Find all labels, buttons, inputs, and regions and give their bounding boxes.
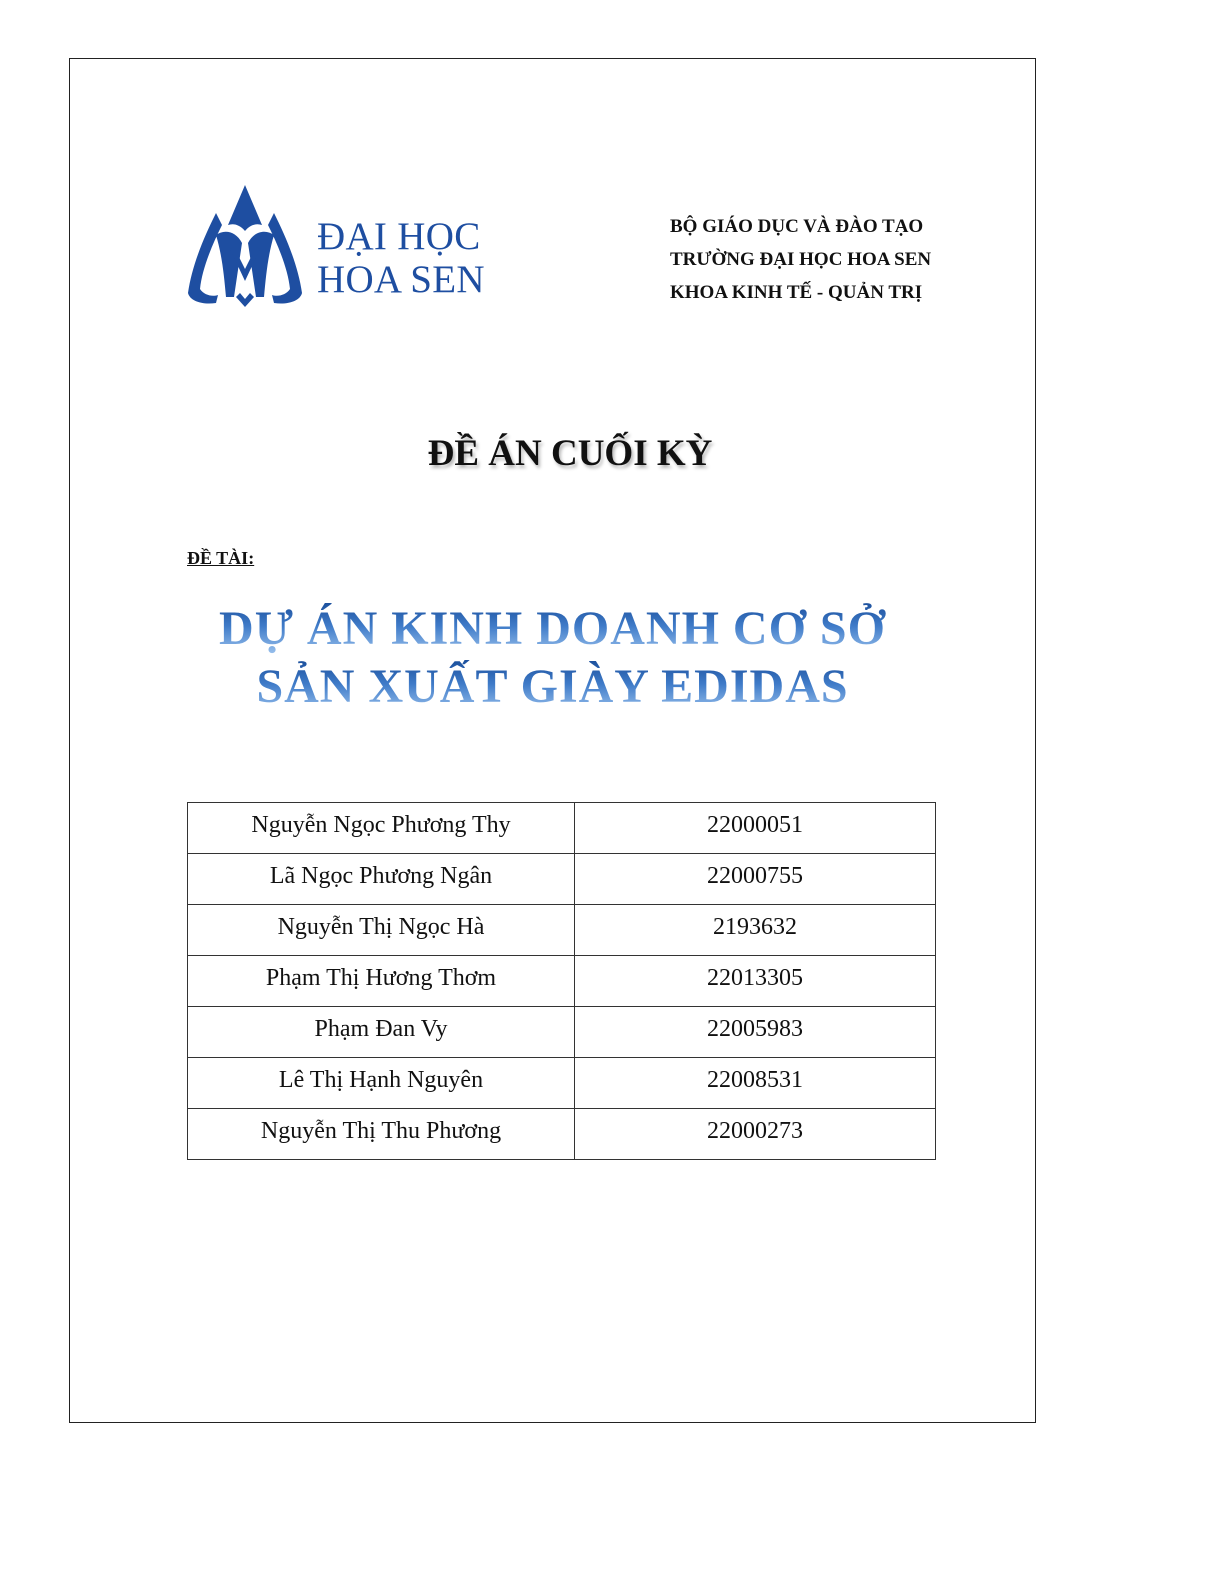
topic-title-line-2 <box>0 658 1105 716</box>
document-title: ĐỀ ÁN CUỐI KỲ <box>427 433 713 474</box>
member-id: 2193632 <box>575 905 936 956</box>
logo-line-2: HOA SEN <box>317 258 485 301</box>
table-row <box>188 956 936 1007</box>
topic-line-2-text: SẢN XUẤT GIÀY EDIDAS <box>256 660 849 713</box>
faculty-name: KHOA KINH TẾ - QUẢN TRỊ <box>670 282 923 303</box>
member-id: 22000273 <box>575 1109 936 1160</box>
member-id: 22013305 <box>575 956 936 1007</box>
members-table <box>187 802 936 1160</box>
member-name: Lã Ngọc Phương Ngân <box>188 854 575 905</box>
logo-wordmark <box>317 215 485 301</box>
member-id: 22005983 <box>575 1007 936 1058</box>
table-row <box>188 1058 936 1109</box>
member-name: Lê Thị Hạnh Nguyên <box>188 1058 575 1109</box>
table-row <box>188 803 936 854</box>
table-row <box>188 854 936 905</box>
topic-title <box>0 600 1105 716</box>
member-id: 22000051 <box>575 803 936 854</box>
member-name: Nguyễn Thị Thu Phương <box>188 1109 575 1160</box>
member-name: Phạm Thị Hương Thơm <box>188 956 575 1007</box>
institution-header <box>670 210 931 309</box>
topic-label: ĐỀ TÀI: <box>187 548 255 568</box>
topic-line-1-text: DỰ ÁN KINH DOANH CƠ SỞ <box>219 602 886 655</box>
member-name: Nguyễn Ngọc Phương Thy <box>188 803 575 854</box>
logo-line-1: ĐẠI HỌC <box>317 215 481 258</box>
university-name: TRƯỜNG ĐẠI HỌC HOA SEN <box>670 249 932 270</box>
member-name: Phạm Đan Vy <box>188 1007 575 1058</box>
member-name: Nguyễn Thị Ngọc Hà <box>188 905 575 956</box>
ministry-name: BỘ GIÁO DỤC VÀ ĐÀO TẠO <box>670 216 924 237</box>
university-logo <box>186 185 506 310</box>
table-row <box>188 905 936 956</box>
member-id: 22000755 <box>575 854 936 905</box>
topic-title-line-1 <box>0 600 1105 658</box>
table-row <box>188 1109 936 1160</box>
member-id: 22008531 <box>575 1058 936 1109</box>
table-row <box>188 1007 936 1058</box>
lotus-mountain-logo-icon <box>186 185 304 307</box>
